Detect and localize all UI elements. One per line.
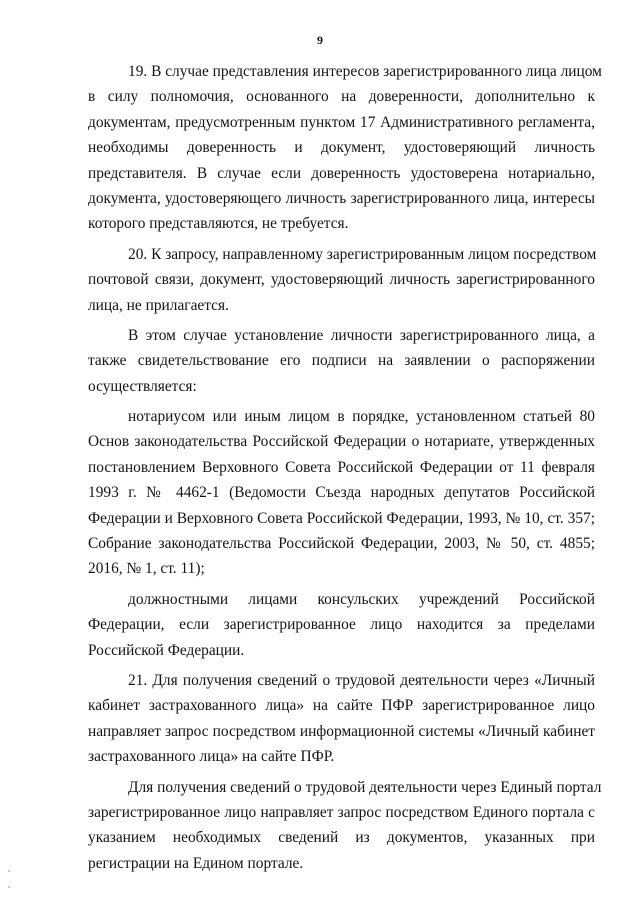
paragraph-19 (88, 59, 602, 237)
text-line: документа, удостоверяющего личность зарегистрированного лица, интересы (88, 189, 595, 207)
text-line: зарегистрированное лицо направляет запрос посредством Единого портала с (88, 803, 595, 821)
text-line: 21. Для получения сведений о трудовой деятельности через «Личный (128, 671, 595, 689)
margin-mark (8, 870, 10, 872)
text-line: почтовой связи, документ, удостоверяющий личность зарегистрированного (88, 271, 595, 289)
margin-mark (8, 886, 10, 888)
paragraph-21-portal (88, 775, 602, 877)
text-line: в силу полномочия, основанного на доверенности, дополнительно к (88, 88, 595, 106)
text-line: также свидетельствование его подписи на заявлении о распоряжении (88, 352, 595, 370)
paragraph-20 (88, 242, 595, 318)
text-line: застрахованного лица» на сайте ПФР. (88, 748, 335, 766)
text-line: должностными лицами консульских учреждений Российской (128, 590, 595, 608)
paragraph-20-notary (88, 404, 595, 582)
text-line: необходимы доверенность и документ, удостоверяющий личность (88, 139, 595, 157)
text-line: Для получения сведений о трудовой деятельности через Единый портал (128, 778, 602, 796)
text-line: Собрание законодательства Российской Федерации, 2003, № 50, ст. 4855; (88, 535, 595, 553)
text-line: которого представляются, не требуется. (88, 215, 349, 233)
text-line: 19. В случае представления интересов зарегистрированного лица лицом (128, 63, 602, 80)
text-line: постановлением Верховного Совета Российской Федерации от 11 февраля (88, 458, 595, 476)
text-line: Федерации и Верховного Совета Российской Федерации, 1993, № 10, ст. 357; (88, 509, 595, 527)
text-line: представителя. В случае если доверенность удостоверена нотариально, (88, 164, 595, 182)
text-line: документам, предусмотренным пунктом 17 Административного регламента, (88, 113, 595, 131)
paragraph-21 (88, 668, 595, 770)
text-line: регистрации на Едином портале. (88, 854, 304, 872)
text-line: В этом случае установление личности зарегистрированного лица, а (128, 326, 595, 344)
paragraph-20-consular (88, 587, 595, 663)
text-line: 20. К запросу, направленному зарегистрированным лицом посредством (128, 245, 597, 263)
text-line: нотариусом или иным лицом в порядке, установленном статьей 80 (128, 408, 595, 426)
text-line: указанием необходимых сведений из документов, указанных при (88, 829, 595, 847)
text-line: направляет запрос посредством информационной системы «Личный кабинет (88, 722, 595, 740)
text-line: осуществляется: (88, 377, 197, 395)
text-line: 1993 г. № 4462-1 (Ведомости Съезда народных депутатов Российской (88, 484, 595, 502)
text-line: Российской Федерации. (88, 641, 245, 659)
text-line: лица, не прилагается. (88, 296, 229, 314)
page-number: 9 (317, 33, 323, 47)
text-line: Основ законодательства Российской Федерации о нотариате, утвержденных (88, 433, 595, 451)
text-line: 2016, № 1, ст. 11); (88, 560, 205, 578)
text-line: кабинет застрахованного лица» на сайте ПФР зарегистрированное лицо (88, 697, 595, 715)
paragraph-20-establishment (88, 323, 595, 399)
text-line: Федерации, если зарегистрированное лицо находится за пределами (88, 616, 595, 634)
document-body (88, 59, 602, 876)
